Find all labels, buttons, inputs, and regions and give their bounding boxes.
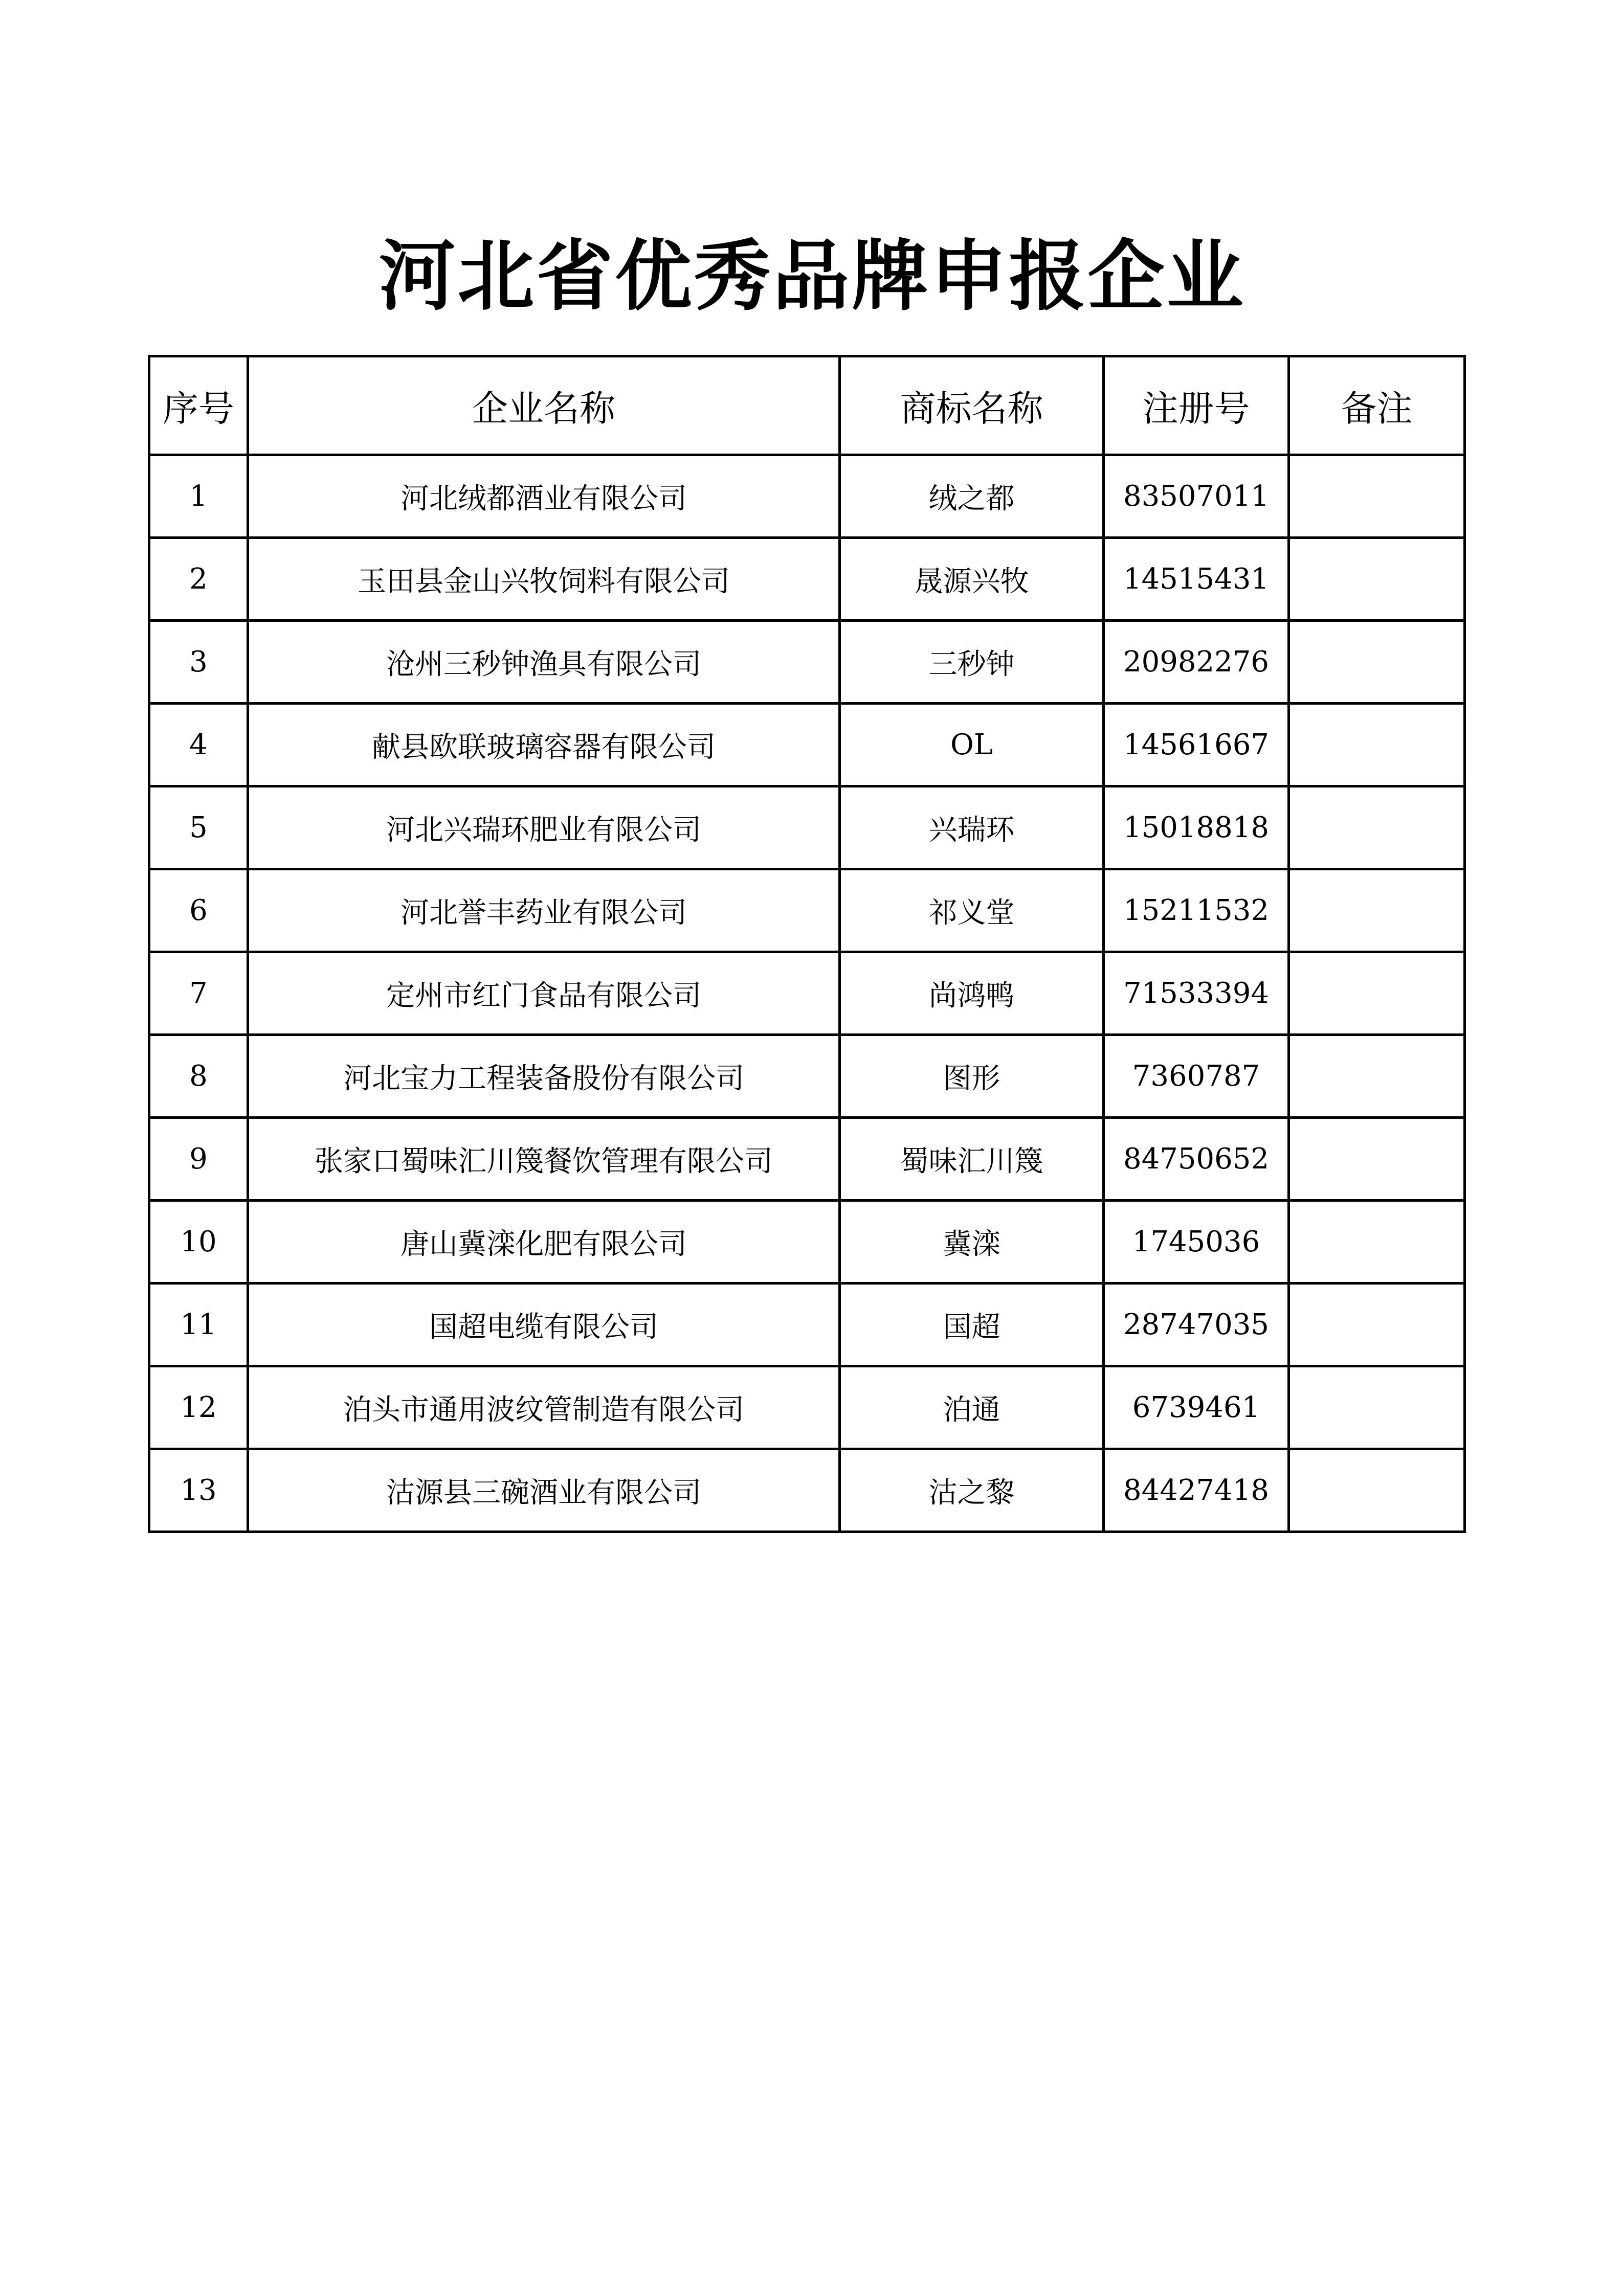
header-brand: 商标名称 [840, 356, 1104, 455]
table-row [149, 704, 1465, 786]
cell-seq: 5 [149, 786, 248, 869]
cell-seq: 9 [149, 1118, 248, 1201]
cell-note [1289, 621, 1465, 704]
table-row [149, 1449, 1465, 1532]
cell-seq: 8 [149, 1035, 248, 1118]
cell-seq: 1 [149, 455, 248, 538]
cell-brand: 泊通 [840, 1366, 1104, 1449]
cell-seq: 2 [149, 538, 248, 621]
cell-seq: 12 [149, 1366, 248, 1449]
header-note: 备注 [1289, 356, 1465, 455]
table-row [149, 869, 1465, 952]
header-reg-no: 注册号 [1104, 356, 1289, 455]
cell-note [1289, 869, 1465, 952]
cell-note [1289, 455, 1465, 538]
cell-reg-no: 1745036 [1104, 1201, 1289, 1284]
cell-reg-no: 14515431 [1104, 538, 1289, 621]
table-row [149, 1366, 1465, 1449]
cell-company: 献县欧联玻璃容器有限公司 [248, 704, 840, 786]
header-company: 企业名称 [248, 356, 840, 455]
cell-company: 河北兴瑞环肥业有限公司 [248, 786, 840, 869]
cell-reg-no: 84750652 [1104, 1118, 1289, 1201]
cell-brand: OL [840, 704, 1104, 786]
cell-note [1289, 1035, 1465, 1118]
cell-seq: 6 [149, 869, 248, 952]
table-row [149, 1201, 1465, 1284]
cell-brand: 尚鸿鸭 [840, 952, 1104, 1035]
table-row [149, 1284, 1465, 1366]
cell-brand: 沽之黎 [840, 1449, 1104, 1532]
cell-reg-no: 84427418 [1104, 1449, 1289, 1532]
table-row [149, 1118, 1465, 1201]
table-header-row [149, 356, 1465, 455]
cell-brand: 图形 [840, 1035, 1104, 1118]
cell-company: 河北宝力工程装备股份有限公司 [248, 1035, 840, 1118]
cell-note [1289, 538, 1465, 621]
cell-brand: 蜀味汇川篾 [840, 1118, 1104, 1201]
cell-note [1289, 1118, 1465, 1201]
cell-brand: 祁义堂 [840, 869, 1104, 952]
cell-reg-no: 15211532 [1104, 869, 1289, 952]
cell-note [1289, 786, 1465, 869]
cell-seq: 4 [149, 704, 248, 786]
header-seq: 序号 [149, 356, 248, 455]
cell-reg-no: 28747035 [1104, 1284, 1289, 1366]
cell-note [1289, 704, 1465, 786]
cell-seq: 3 [149, 621, 248, 704]
cell-company: 沽源县三碗酒业有限公司 [248, 1449, 840, 1532]
cell-seq: 13 [149, 1449, 248, 1532]
cell-reg-no: 15018818 [1104, 786, 1289, 869]
cell-reg-no: 14561667 [1104, 704, 1289, 786]
table-row [149, 455, 1465, 538]
cell-company: 定州市红门食品有限公司 [248, 952, 840, 1035]
cell-company: 国超电缆有限公司 [248, 1284, 840, 1366]
cell-company: 张家口蜀味汇川篾餐饮管理有限公司 [248, 1118, 840, 1201]
cell-company: 泊头市通用波纹管制造有限公司 [248, 1366, 840, 1449]
cell-seq: 11 [149, 1284, 248, 1366]
cell-brand: 冀滦 [840, 1201, 1104, 1284]
cell-reg-no: 83507011 [1104, 455, 1289, 538]
cell-seq: 10 [149, 1201, 248, 1284]
table-row [149, 1035, 1465, 1118]
cell-note [1289, 1449, 1465, 1532]
cell-brand: 晟源兴牧 [840, 538, 1104, 621]
cell-note [1289, 1284, 1465, 1366]
cell-company: 玉田县金山兴牧饲料有限公司 [248, 538, 840, 621]
table-row [149, 786, 1465, 869]
cell-reg-no: 20982276 [1104, 621, 1289, 704]
cell-note [1289, 1366, 1465, 1449]
table-row [149, 952, 1465, 1035]
cell-reg-no: 7360787 [1104, 1035, 1289, 1118]
cell-company: 河北誉丰药业有限公司 [248, 869, 840, 952]
cell-brand: 三秒钟 [840, 621, 1104, 704]
cell-reg-no: 6739461 [1104, 1366, 1289, 1449]
cell-seq: 7 [149, 952, 248, 1035]
page-title: 河北省优秀品牌申报企业 [379, 231, 1245, 321]
table-row [149, 621, 1465, 704]
cell-brand: 国超 [840, 1284, 1104, 1366]
cell-note [1289, 952, 1465, 1035]
enterprise-table [148, 355, 1466, 1533]
table-row [149, 538, 1465, 621]
cell-company: 唐山冀滦化肥有限公司 [248, 1201, 840, 1284]
cell-reg-no: 71533394 [1104, 952, 1289, 1035]
cell-brand: 绒之都 [840, 455, 1104, 538]
cell-note [1289, 1201, 1465, 1284]
cell-company: 河北绒都酒业有限公司 [248, 455, 840, 538]
cell-company: 沧州三秒钟渔具有限公司 [248, 621, 840, 704]
cell-brand: 兴瑞环 [840, 786, 1104, 869]
